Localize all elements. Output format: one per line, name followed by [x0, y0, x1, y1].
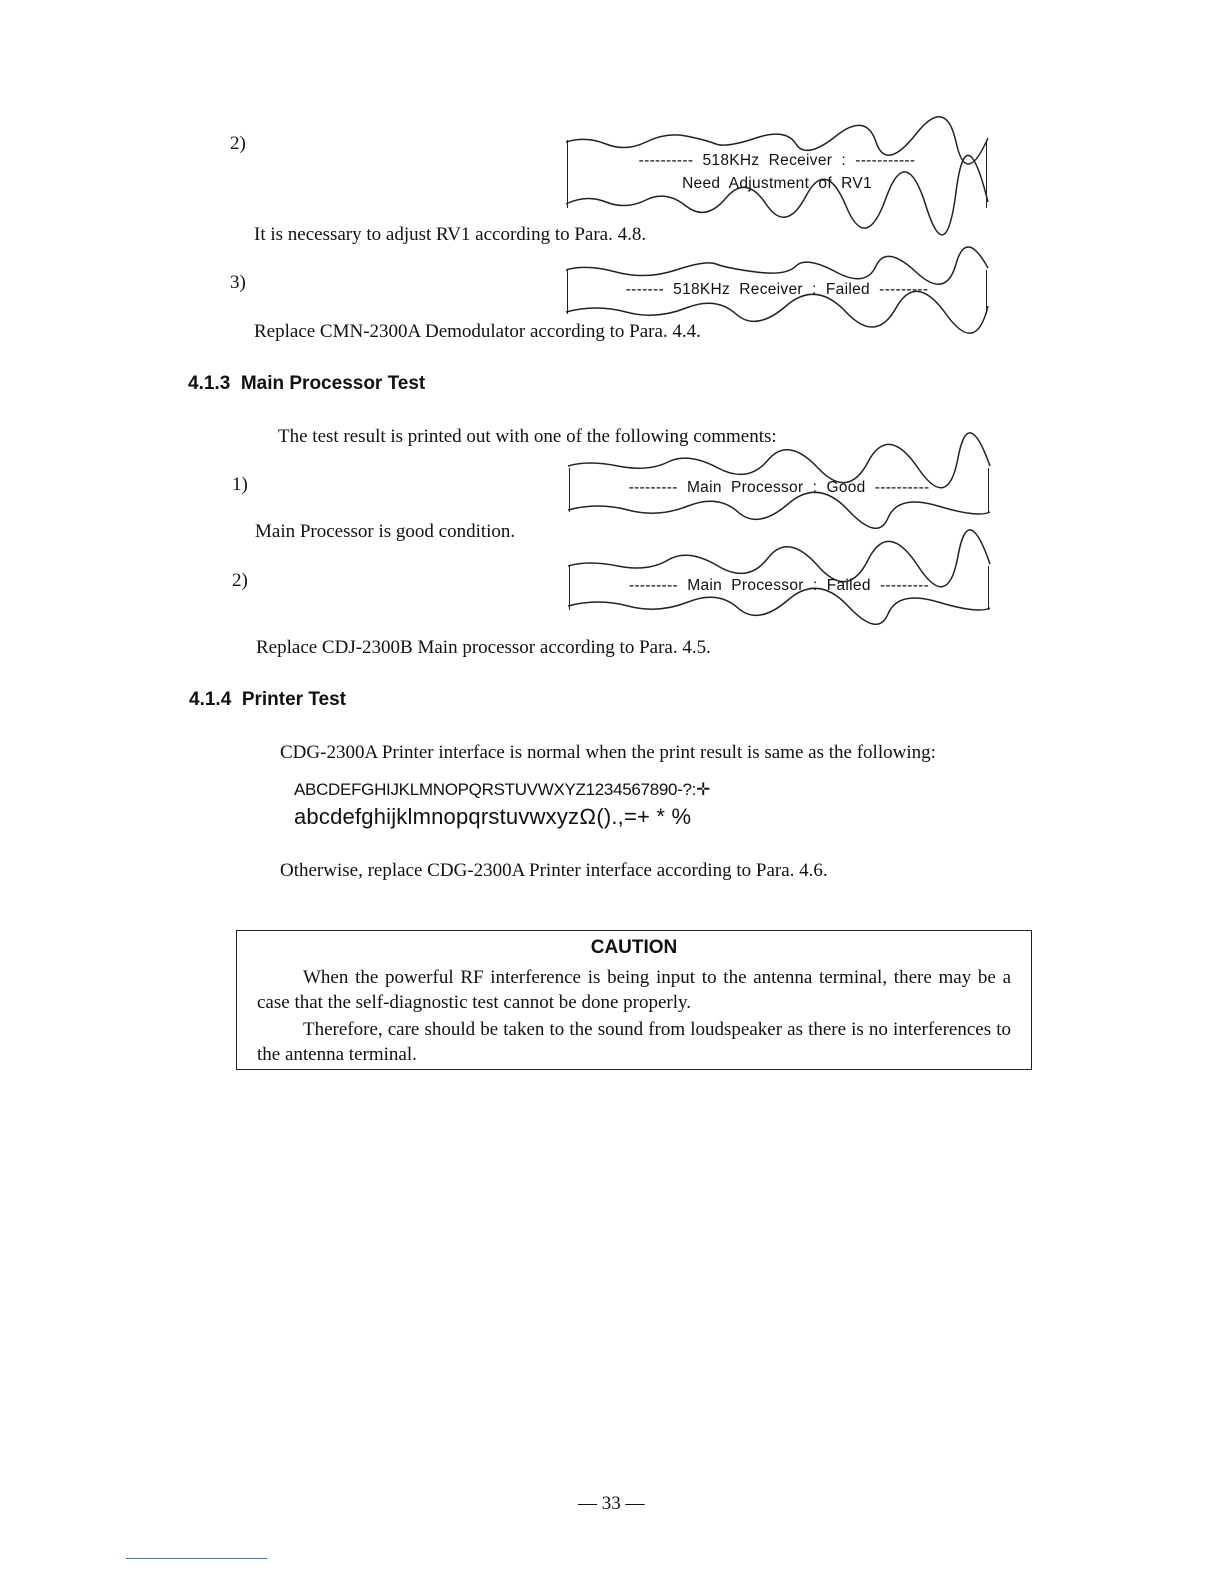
- caution-paragraph: Therefore, care should be taken to the sound from loudspeaker as there is no interferences to the antenna terminal.: [257, 1019, 1011, 1065]
- instruction-text: It is necessary to adjust RV1 according to Para. 4.8.: [254, 224, 647, 245]
- printout-line: --------- Main Processor : Failed ---------: [628, 577, 930, 594]
- item-number-2: 2): [230, 133, 246, 154]
- caution-paragraph: When the powerful RF interference is being input to the antenna terminal, there may be a case that the self-diagnostic test cannot be done properly.: [257, 967, 1011, 1013]
- caution-box: [236, 930, 1032, 1070]
- caution-title: CAUTION: [590, 937, 678, 958]
- section-intro: CDG-2300A Printer interface is normal when the print result is same as the following:: [280, 742, 936, 763]
- section-title: Printer Test: [241, 689, 347, 710]
- printout-box-main-processor-good: [569, 468, 989, 512]
- section-intro: The test result is printed out with one of the following comments:: [278, 426, 777, 447]
- printout-box-main-processor-failed: [569, 566, 989, 610]
- item-number-1: 1): [232, 474, 248, 495]
- printout-line: ---------- 518KHz Receiver : -----------: [638, 152, 916, 169]
- instruction-text: Replace CMN-2300A Demodulator according to Para. 4.4.: [254, 321, 701, 342]
- instruction-text: Main Processor is good condition.: [255, 521, 516, 542]
- printout-box-need-adjustment: [567, 140, 987, 208]
- section-number: 4.1.3: [188, 373, 231, 394]
- printout-line: Need Adjustment of RV1: [682, 175, 872, 192]
- instruction-text: Otherwise, replace CDG-2300A Printer interface according to Para. 4.6.: [280, 860, 828, 881]
- printout-box-receiver-failed: [567, 270, 987, 314]
- print-sample-uppercase: ABCDEFGHIJKLMNOPQRSTUVWXYZ1234567890-?:✛: [294, 780, 711, 799]
- section-heading-4-1-4: [189, 689, 346, 711]
- footer-rule: [126, 1558, 267, 1559]
- page-number: — 33 —: [578, 1493, 645, 1514]
- section-number: 4.1.4: [189, 689, 232, 710]
- printout-line: ------- 518KHz Receiver : Failed ---------: [625, 281, 929, 298]
- print-sample-lowercase: abcdefghijklmnopqrstuvwxyzΩ().,=+ * %: [294, 804, 692, 829]
- item-number-3: 3): [230, 272, 246, 293]
- section-title: Main Processor Test: [240, 373, 426, 394]
- printout-line: --------- Main Processor : Good ----------: [628, 479, 930, 496]
- section-heading-4-1-3: [188, 373, 425, 395]
- instruction-text: Replace CDJ-2300B Main processor according to Para. 4.5.: [256, 637, 711, 658]
- item-number-2: 2): [232, 570, 248, 591]
- torn-paper-edge: [566, 132, 988, 212]
